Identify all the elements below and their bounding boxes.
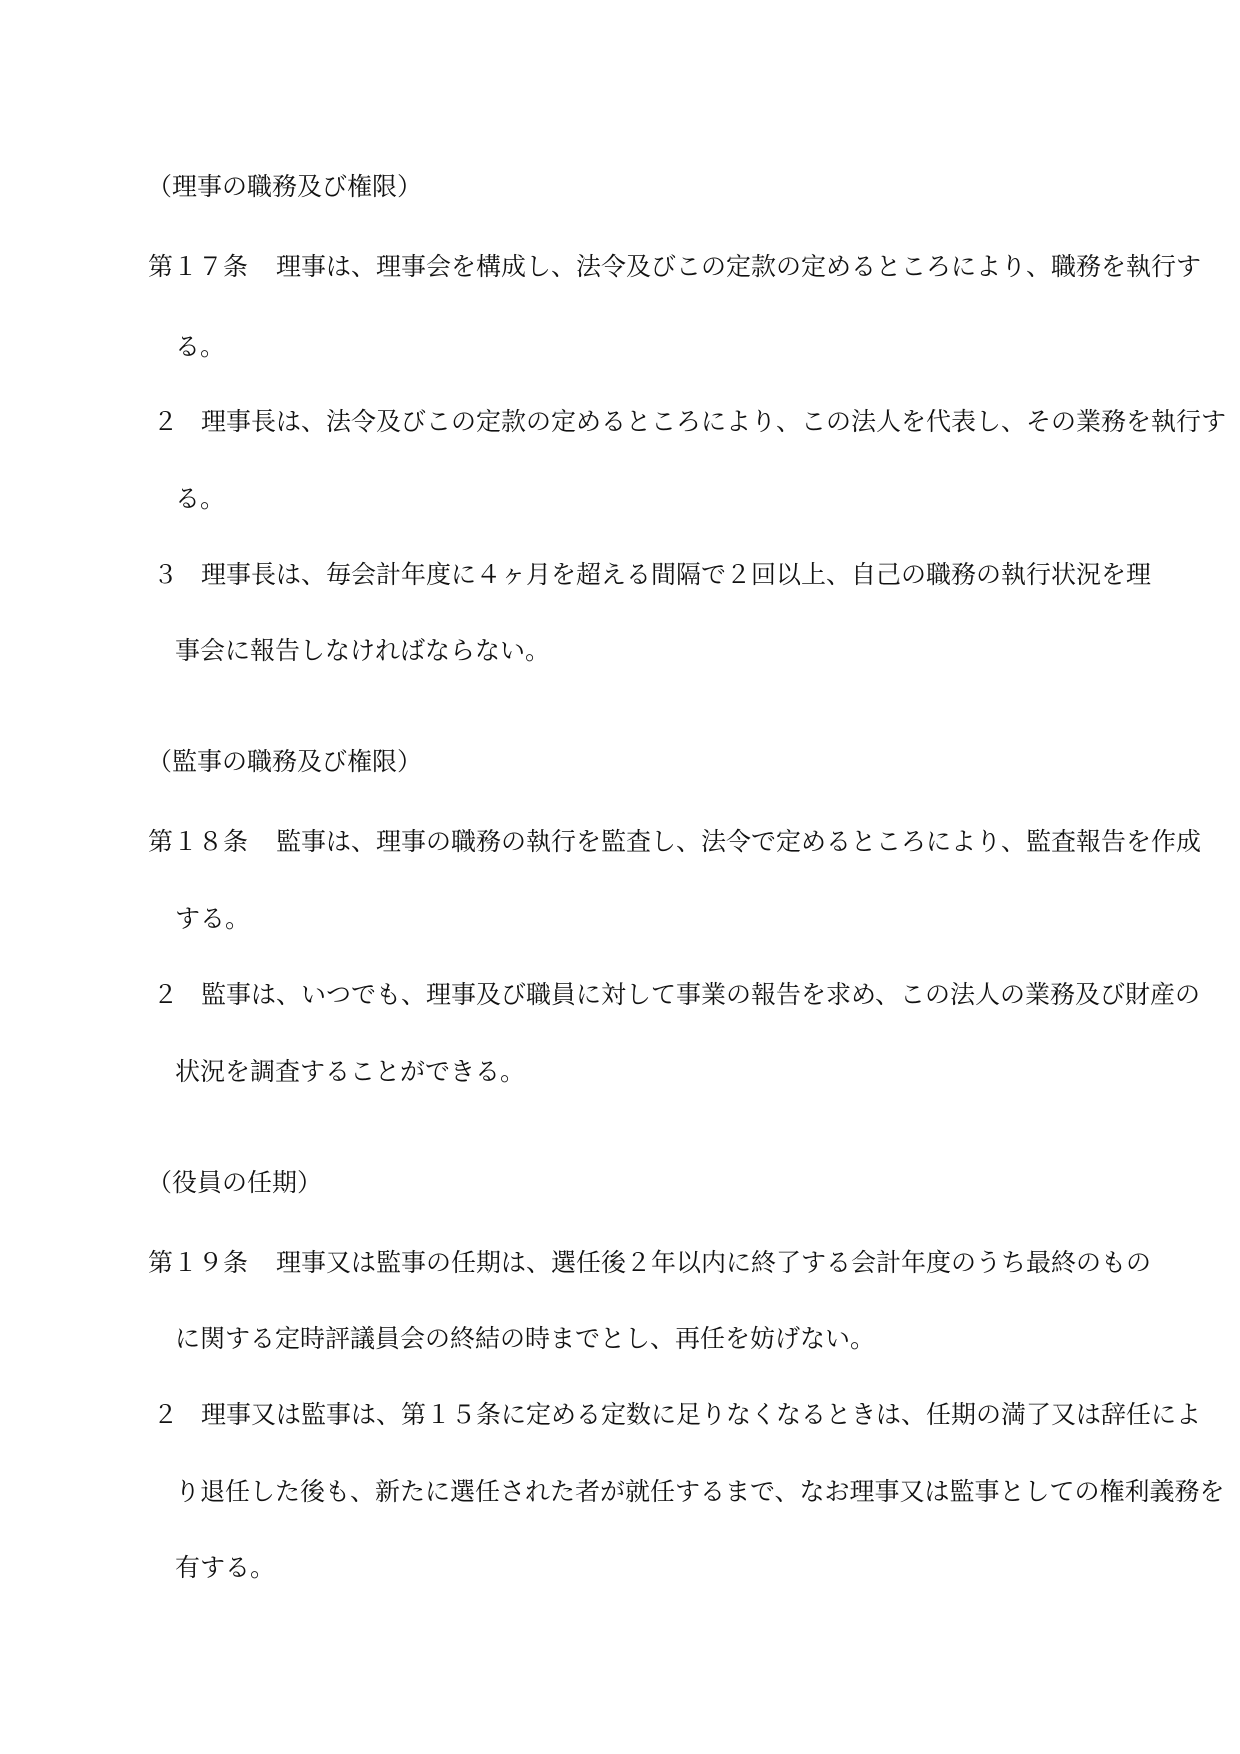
paragraph-text: 理事長は、法令及びこの定款の定めるところにより、この法人を代表し、その業務を執行す — [201, 407, 1227, 436]
article-heading: （役員の任期） — [147, 1168, 323, 1197]
paragraph-continuation: 事会に報告しなければならない。 — [175, 636, 551, 665]
paragraph-text: 監事は、いつでも、理事及び職員に対して事業の報告を求め、この法人の業務及び財産の — [201, 980, 1201, 1009]
paragraph-text: 理事長は、毎会計年度に４ヶ月を超える間隔で２回以上、自己の職務の執行状況を理 — [201, 560, 1152, 589]
article-text: 監事は、理事の職務の執行を監査し、法令で定めるところにより、監査報告を作成 — [276, 827, 1202, 856]
paragraph-continuation: 状況を調査することができる。 — [175, 1057, 526, 1086]
paragraph-text: 理事又は監事は、第１５条に定める定数に足りなくなるときは、任期の満了又は辞任によ — [201, 1400, 1202, 1429]
article-continuation: する。 — [175, 904, 251, 933]
paragraph-continuation: る。 — [175, 484, 226, 513]
article-text: 理事又は監事の任期は、選任後２年以内に終了する会計年度のうち最終のもの — [276, 1248, 1152, 1277]
paragraph-continuation: 有する。 — [175, 1553, 276, 1582]
paragraph-number: ２ — [153, 980, 179, 1009]
article-text: 理事は、理事会を構成し、法令及びこの定款の定めるところにより、職務を執行す — [276, 252, 1202, 281]
article-number: 第１９条 — [148, 1248, 249, 1277]
article-number: 第１７条 — [148, 252, 249, 281]
article-continuation: に関する定時評議員会の終結の時までとし、再任を妨げない。 — [175, 1324, 876, 1353]
article-number: 第１８条 — [148, 827, 249, 856]
article-heading: （理事の職務及び権限） — [147, 172, 423, 201]
paragraph-continuation: り退任した後も、新たに選任された者が就任するまで、なお理事又は監事としての権利義務を — [175, 1477, 1225, 1506]
paragraph-number: ２ — [153, 407, 179, 436]
article-continuation: る。 — [175, 332, 226, 361]
paragraph-number: ２ — [153, 1400, 179, 1429]
article-heading: （監事の職務及び権限） — [147, 747, 423, 776]
paragraph-number: ３ — [153, 560, 179, 589]
